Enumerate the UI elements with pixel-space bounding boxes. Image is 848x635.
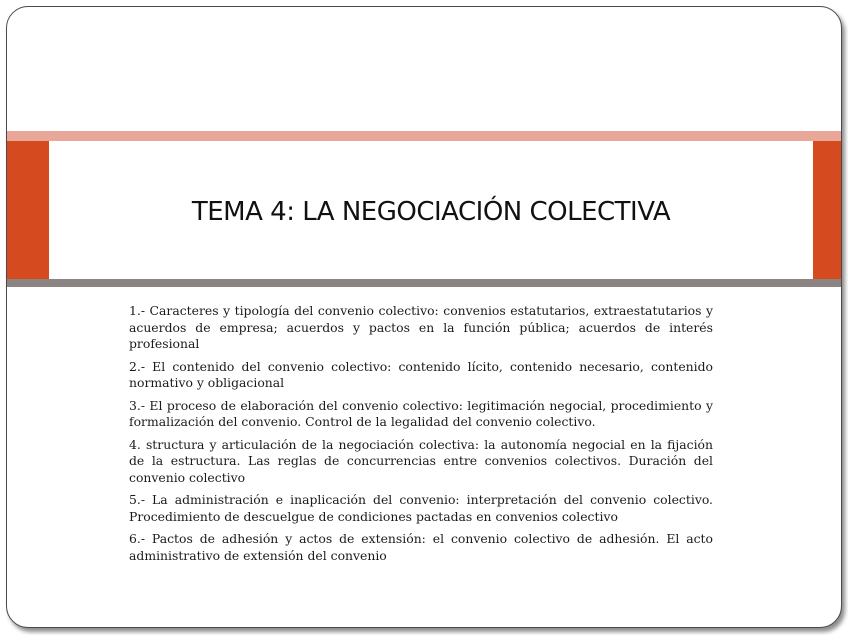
title-top-band — [7, 131, 841, 141]
topic-item-1: 1.- Caracteres y tipología del convenio colectivo: convenios estatutarios, extraestatutarios y acuerdos de empresa; acuerdos y pactos en la función pública; acuerdos de interés profesional — [129, 303, 713, 351]
title-box — [49, 141, 813, 279]
topic-item-5: 5.- La administración e inaplicación del convenio: interpretación del convenio colectivo. Procedimiento de descuelgue de condiciones pactadas en convenios colectivo — [129, 492, 713, 524]
topic-item-6: 6.- Pactos de adhesión y actos de extensión: el convenio colectivo de adhesión. El acto administrativo de extensión del convenio — [129, 531, 713, 563]
slide-title: TEMA 4: LA NEGOCIACIÓN COLECTIVA — [191, 197, 671, 227]
topic-item-4: 4. structura y articulación de la negociación colectiva: la autonomía negocial en la fijación de la estructura. Las reglas de concurrencias entre convenios colectivos. Duración del convenio colectivo — [129, 436, 713, 485]
topic-list — [129, 303, 713, 570]
topic-item-3: 3.- El proceso de elaboración del convenio colectivo: legitimación negocial, procedimiento y formalización del convenio. Control de la legalidad del convenio colectivo. — [129, 397, 713, 429]
title-bottom-band — [7, 279, 841, 287]
topic-item-2: 2.- El contenido del convenio colectivo: contenido lícito, contenido necesario, contenido normativo y obligacional — [129, 358, 713, 390]
slide — [6, 6, 842, 628]
